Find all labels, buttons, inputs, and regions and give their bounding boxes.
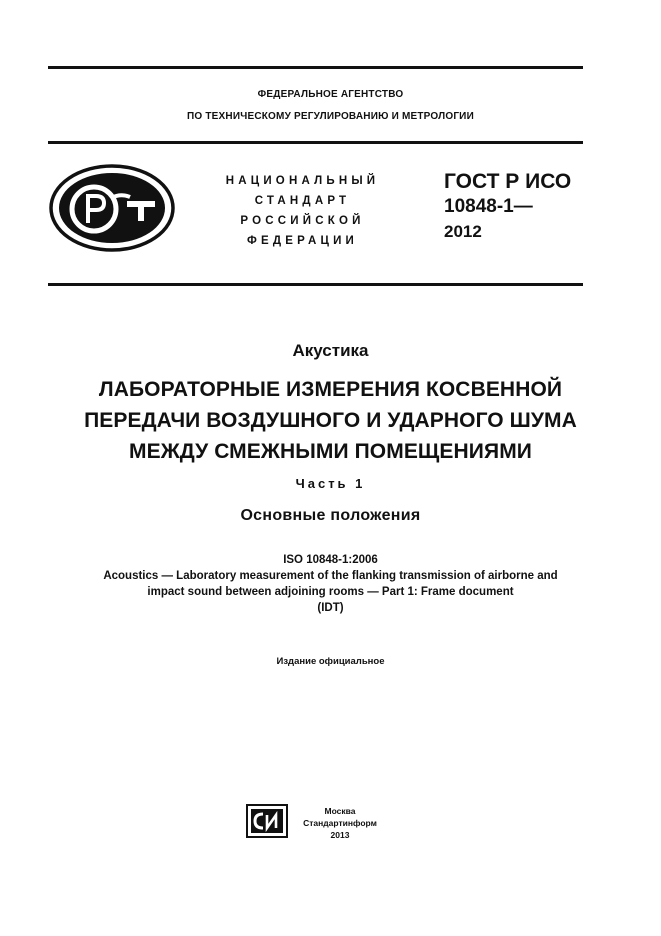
- main-title-line-1: ЛАБОРАТОРНЫЕ ИЗМЕРЕНИЯ КОСВЕННОЙ: [98, 378, 563, 401]
- iso-identity: (IDT): [317, 602, 344, 614]
- top-rule: [48, 66, 583, 69]
- publisher-block: [300, 805, 380, 841]
- standard-rule: [48, 283, 583, 286]
- gost-designation-year: 2012: [444, 222, 482, 241]
- subject-title: Акустика: [292, 341, 369, 360]
- iso-reference: [0, 552, 661, 616]
- official-edition-label: Издание официальное: [276, 656, 385, 667]
- publisher-year: 2013: [330, 830, 350, 840]
- rst-logo-icon: [48, 163, 176, 253]
- national-standard-label: [210, 171, 395, 251]
- national-line-2: СТАНДАРТ: [254, 195, 351, 207]
- national-line-1: НАЦИОНАЛЬНЫЙ: [225, 175, 380, 187]
- header-rule: [48, 141, 583, 144]
- gost-designation-line-2: 10848-1—: [444, 196, 533, 217]
- standartinform-logo-icon: [246, 804, 288, 838]
- gost-designation-line-1: ГОСТ Р ИСО: [444, 170, 572, 193]
- agency-line-1: ФЕДЕРАЛЬНОЕ АГЕНТСТВО: [257, 89, 404, 100]
- main-title: [0, 374, 661, 467]
- part-subtitle: Основные положения: [240, 507, 421, 524]
- main-title-line-3: МЕЖДУ СМЕЖНЫМИ ПОМЕЩЕНИЯМИ: [129, 440, 532, 463]
- iso-number: ISO 10848-1:2006: [283, 554, 378, 566]
- iso-english-title-line-2: impact sound between adjoining rooms — Part 1: Frame document: [147, 586, 514, 598]
- national-line-4: ФЕДЕРАЦИИ: [246, 235, 359, 247]
- part-label: Часть 1: [295, 476, 366, 491]
- national-line-3: РОССИЙСКОЙ: [240, 215, 365, 227]
- publisher-name: Стандартинформ: [303, 818, 377, 828]
- iso-english-title-line-1: Acoustics — Laboratory measurement of the flanking transmission of airborne and: [103, 570, 558, 582]
- publisher-city: Москва: [324, 806, 356, 816]
- main-title-line-2: ПЕРЕДАЧИ ВОЗДУШНОГО И УДАРНОГО ШУМА: [84, 409, 577, 432]
- agency-line-2: ПО ТЕХНИЧЕСКОМУ РЕГУЛИРОВАНИЮ И МЕТРОЛОГИИ: [187, 111, 474, 122]
